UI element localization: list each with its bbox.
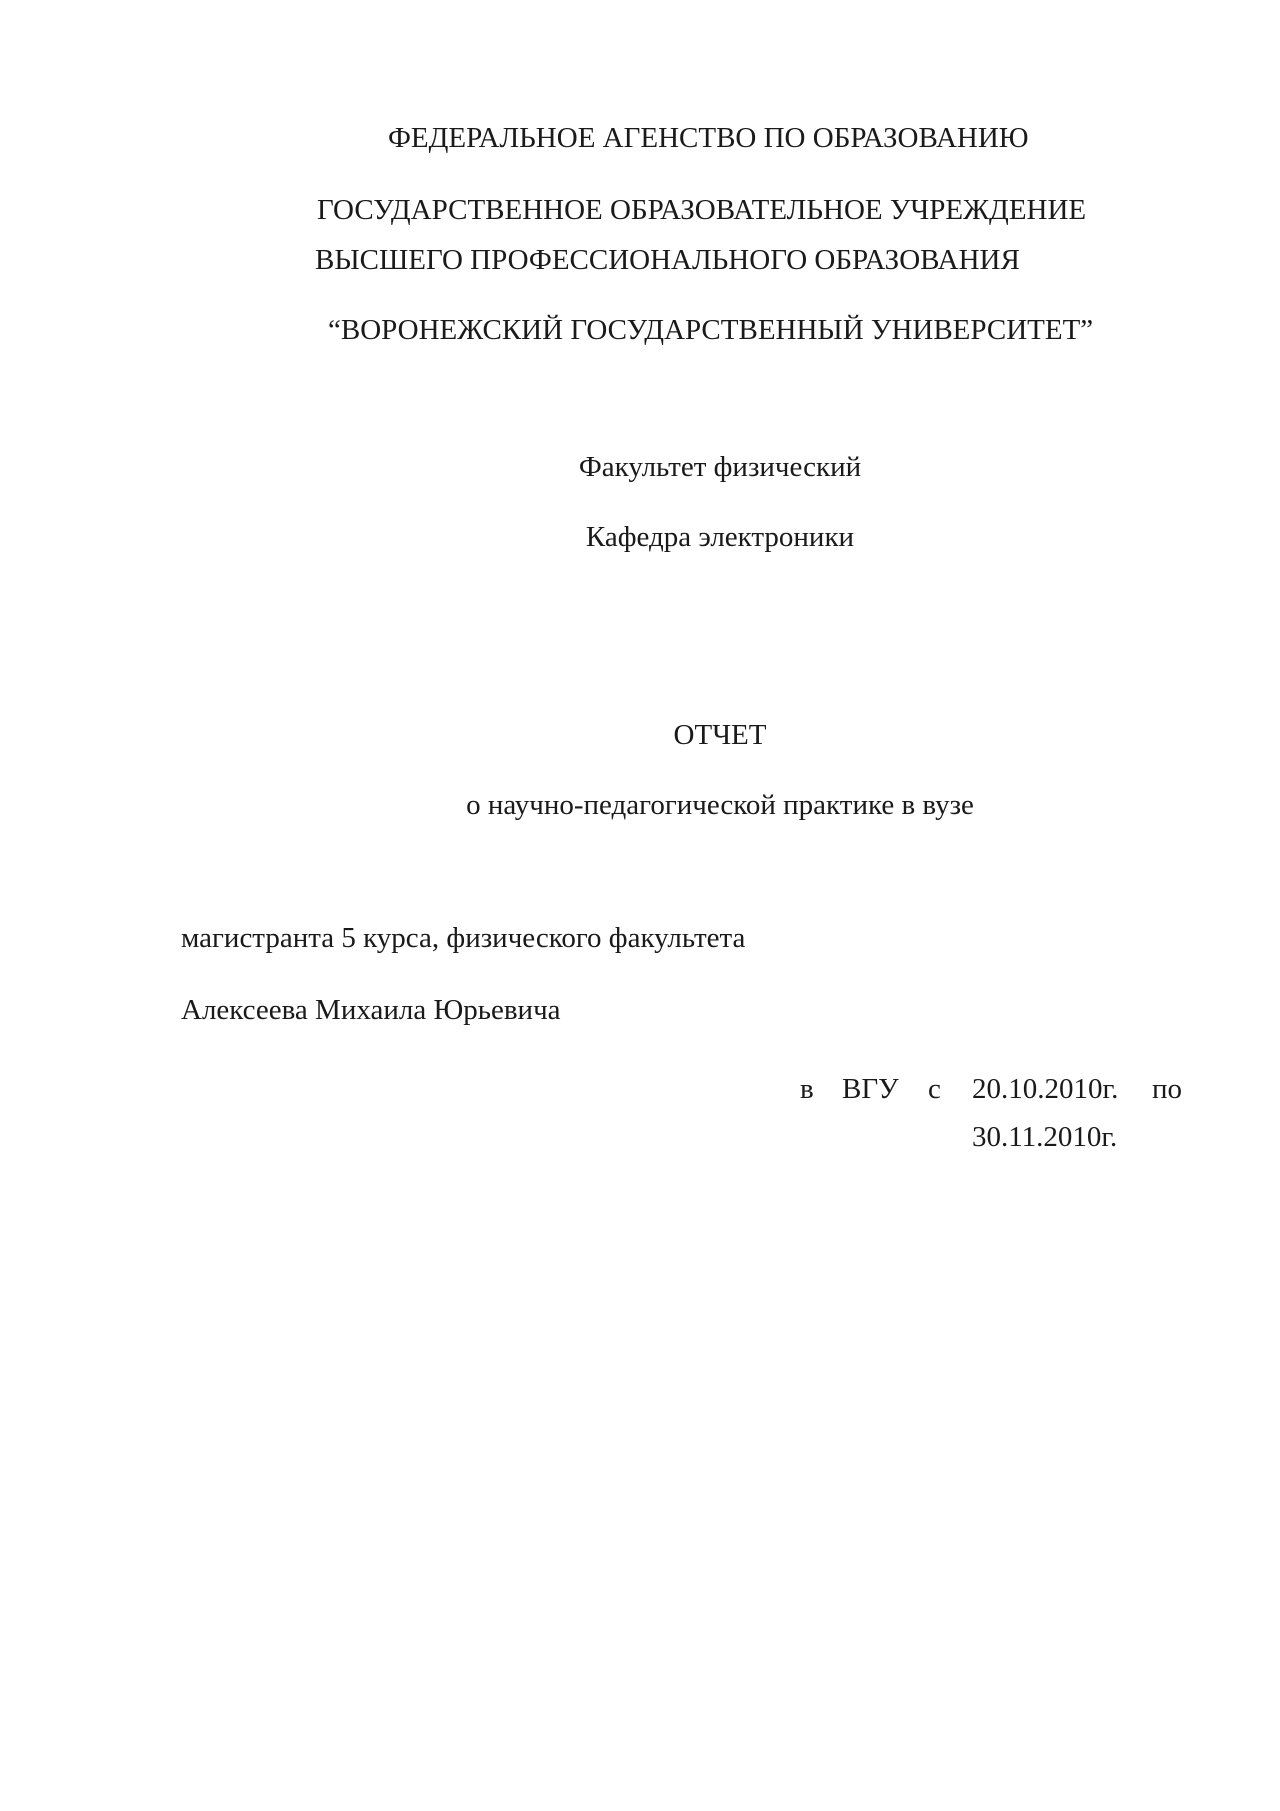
- agency-heading: ФЕДЕРАЛЬНОЕ АГЕНСТВО ПО ОБРАЗОВАНИЮ: [388, 122, 1029, 154]
- period-place: ВГУ: [842, 1073, 899, 1105]
- faculty-label: Факультет физический: [578, 451, 862, 483]
- university-name: “ВОРОНЕЖСКИЙ ГОСУДАРСТВЕННЫЙ УНИВЕРСИТЕТ”: [328, 314, 1094, 346]
- student-status: магистранта 5 курса, физического факультета: [181, 922, 746, 954]
- period-word-in: в: [800, 1073, 814, 1105]
- period-word-from: с: [928, 1073, 941, 1105]
- department-label: Кафедра электроники: [585, 521, 855, 553]
- report-subtitle: о научно-педагогической практике в вузе: [466, 789, 974, 821]
- period-end-date: 30.11.2010г.: [972, 1121, 1118, 1153]
- period-start-date: 20.10.2010г.: [972, 1073, 1119, 1105]
- report-title: ОТЧЕТ: [673, 719, 767, 751]
- period-line: [800, 1072, 1186, 1106]
- period-word-to: по: [1152, 1073, 1183, 1105]
- institution-heading-line2: ВЫСШЕГО ПРОФЕССИОНАЛЬНОГО ОБРАЗОВАНИЯ: [315, 244, 1020, 276]
- student-name: Алексеева Михаила Юрьевича: [181, 994, 561, 1026]
- institution-heading-line1: ГОСУДАРСТВЕННОЕ ОБРАЗОВАТЕЛЬНОЕ УЧРЕЖДЕНИЕ: [317, 194, 1087, 226]
